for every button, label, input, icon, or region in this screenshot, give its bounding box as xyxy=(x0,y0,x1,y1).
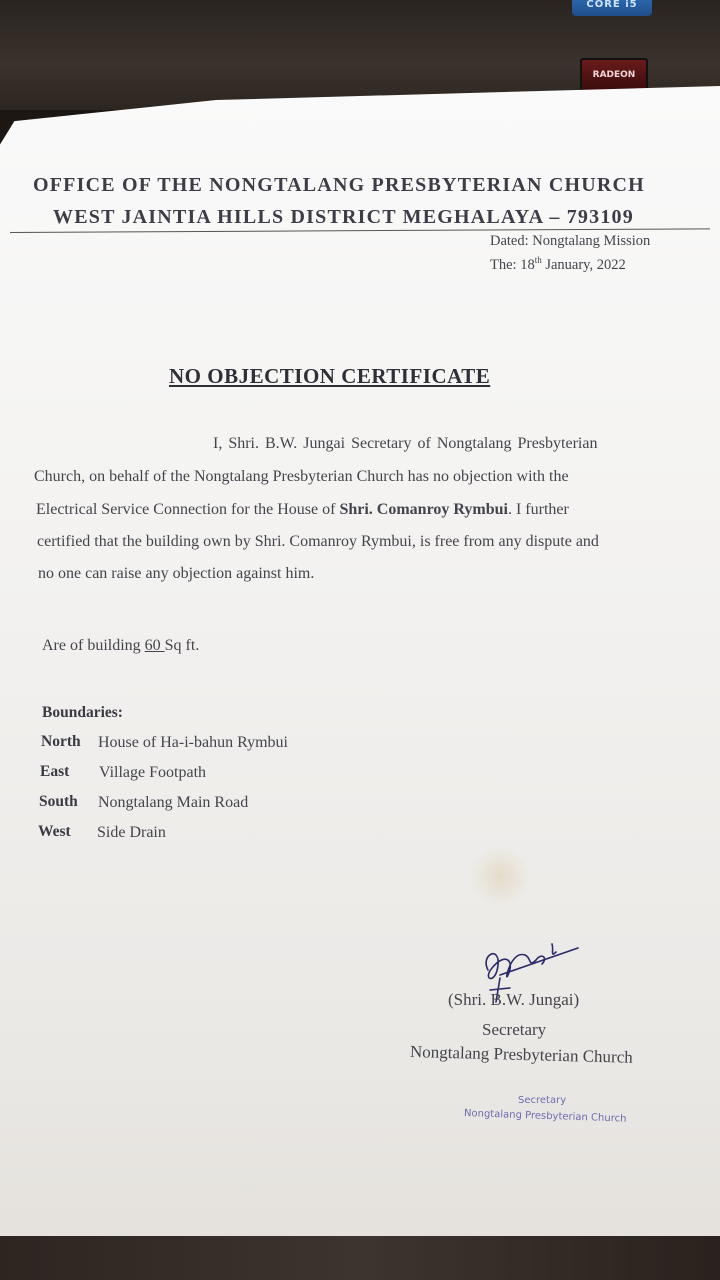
paper-stain xyxy=(470,846,530,906)
boundary-value-east: Village Footpath xyxy=(99,764,207,781)
boundary-label-west: West xyxy=(38,823,71,840)
date-line: The: 18th January, 2022 xyxy=(490,255,626,273)
gpu-sticker: RADEON xyxy=(580,58,648,92)
building-area-value: 60 xyxy=(144,637,165,654)
boundary-value-south: Nongtalang Main Road xyxy=(98,794,249,811)
header-line-2: WEST JAINTIA HILLS DISTRICT MEGHALAYA – 793109 xyxy=(53,206,634,228)
boundary-value-north: House of Ha-i-bahun Rymbui xyxy=(98,734,288,751)
building-area: Are of building 60 Sq ft. xyxy=(42,637,200,654)
paragraph-line-4: certified that the building own by Shri. Comanroy Rymbui, is free from any dispute and xyxy=(37,533,599,550)
boundary-label-north: North xyxy=(41,733,81,750)
boundary-label-east: East xyxy=(40,763,70,780)
boundaries-heading: Boundaries: xyxy=(42,704,123,721)
header-line-1: OFFICE OF THE NONGTALANG PRESBYTERIAN CHURCH xyxy=(33,174,645,196)
paragraph-line-5: no one can raise any objection against him. xyxy=(38,565,315,582)
signatory-name: (Shri. B.W. Jungai) xyxy=(448,990,580,1009)
paragraph-line-3: Electrical Service Connection for the House of Shri. Comanroy Rymbui. I further xyxy=(36,501,569,518)
paragraph-line-1: I, Shri. B.W. Jungai Secretary of Nongtalang Presbyterian xyxy=(213,435,598,452)
cpu-sticker: CORE i5 xyxy=(572,0,652,16)
certificate-title: NO OBJECTION CERTIFICATE xyxy=(169,364,491,388)
stamp-line-1: Secretary xyxy=(518,1095,567,1106)
boundary-label-south: South xyxy=(39,793,78,810)
boundary-value-west: Side Drain xyxy=(97,824,166,841)
signatory-organization: Nongtalang Presbyterian Church xyxy=(409,1042,634,1067)
applicant-name: Shri. Comanroy Rymbui xyxy=(339,501,508,518)
signatory-title: Secretary xyxy=(482,1020,547,1039)
paragraph-line-2: Church, on behalf of the Nongtalang Presbyterian Church has no objection with the xyxy=(34,468,569,485)
dated-line: Dated: Nongtalang Mission xyxy=(490,233,651,249)
table-surface xyxy=(0,1236,720,1280)
stamp-line-2: Nongtalang Presbyterian Church xyxy=(463,1108,627,1125)
